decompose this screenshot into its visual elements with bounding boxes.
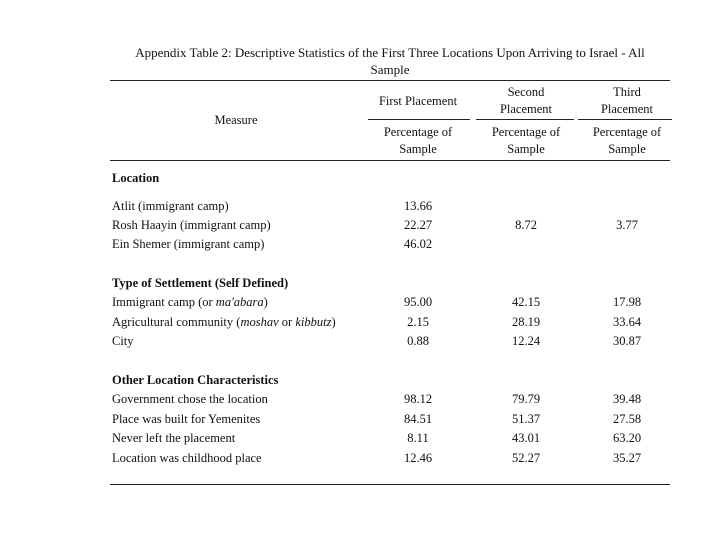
table-cell-first: 98.12: [403, 392, 433, 406]
table-row-label: Location was childhood place: [112, 451, 262, 465]
header-bottom-rule: [110, 160, 670, 161]
table-row-label: Government chose the location: [112, 392, 268, 406]
label-tail: ): [331, 315, 336, 329]
label-text: Immigrant camp (or: [112, 295, 216, 309]
table-cell-third: 3.77: [616, 218, 638, 232]
table-cell-second: 28.19: [511, 315, 541, 329]
table-cell-first: 12.46: [403, 451, 433, 465]
header-measure: Measure: [214, 113, 258, 127]
table-cell-first: 22.27: [403, 218, 433, 232]
table-cell-second: 43.01: [511, 431, 541, 445]
header-rule-first: [368, 119, 470, 120]
table-row-label: Rosh Haayin (immigrant camp): [112, 218, 271, 232]
header-third-placement-l2: Placement: [600, 102, 654, 116]
table-cell-second: 52.27: [511, 451, 541, 465]
header-rule-second: [476, 119, 574, 120]
table-row-label: [112, 294, 268, 310]
label-mid: or: [278, 315, 296, 329]
table-cell-third: 30.87: [612, 334, 642, 348]
sub-second-l2: Sample: [507, 142, 545, 156]
table-cell-third: 33.64: [612, 315, 642, 329]
label-italic-2: kibbutz: [295, 315, 332, 329]
header-second-placement-l1: Second: [507, 85, 545, 99]
sub-third-l2: Sample: [608, 142, 646, 156]
section-title-other: Other Location Characteristics: [112, 373, 279, 387]
table-cell-third: 39.48: [612, 392, 642, 406]
table-row-label: City: [112, 334, 134, 348]
sub-first-l2: Sample: [399, 142, 437, 156]
table-caption: [110, 44, 670, 78]
table-cell-first: 13.66: [403, 199, 433, 213]
table-cell-second: 12.24: [511, 334, 541, 348]
section-title-location: Location: [112, 171, 160, 185]
section-title-settlement: Type of Settlement (Self Defined): [112, 276, 289, 290]
table-cell-second: 51.37: [511, 412, 541, 426]
sub-third-l1: Percentage of: [592, 125, 662, 139]
table-cell-third: 27.58: [612, 412, 642, 426]
table-cell-first: 95.00: [403, 295, 433, 309]
table-cell-first: 8.11: [407, 431, 429, 445]
label-italic: ma'abara: [215, 295, 264, 309]
table-cell-third: 35.27: [612, 451, 642, 465]
bottom-rule: [110, 484, 670, 485]
sub-first-l1: Percentage of: [383, 125, 453, 139]
table-cell-first: 46.02: [403, 237, 433, 251]
table-cell-first: 0.88: [407, 334, 429, 348]
table-cell-first: 84.51: [403, 412, 433, 426]
table-cell-second: 8.72: [515, 218, 537, 232]
label-text: Agricultural community (: [112, 315, 241, 329]
header-first-placement: First Placement: [378, 94, 458, 108]
table-row-label: [112, 314, 336, 330]
sub-second-l1: Percentage of: [491, 125, 561, 139]
table-cell-second: 42.15: [511, 295, 541, 309]
table-cell-second: 79.79: [511, 392, 541, 406]
table-row-label: Atlit (immigrant camp): [112, 199, 229, 213]
label-italic: moshav: [240, 315, 279, 329]
caption-line-2: Sample: [370, 62, 410, 77]
table-cell-third: 63.20: [612, 431, 642, 445]
header-third-placement-l1: Third: [613, 85, 641, 99]
table-cell-first: 2.15: [407, 315, 429, 329]
table-cell-third: 17.98: [612, 295, 642, 309]
label-tail: ): [263, 295, 268, 309]
table-row-label: Place was built for Yemenites: [112, 412, 261, 426]
header-second-placement-l2: Placement: [499, 102, 553, 116]
table-row-label: Ein Shemer (immigrant camp): [112, 237, 265, 251]
header-rule-third: [578, 119, 672, 120]
top-rule: [110, 80, 670, 81]
table-row-label: Never left the placement: [112, 431, 236, 445]
caption-line-1: Appendix Table 2: Descriptive Statistics of the First Three Locations Upon Arriving to Israel - All: [135, 45, 645, 60]
